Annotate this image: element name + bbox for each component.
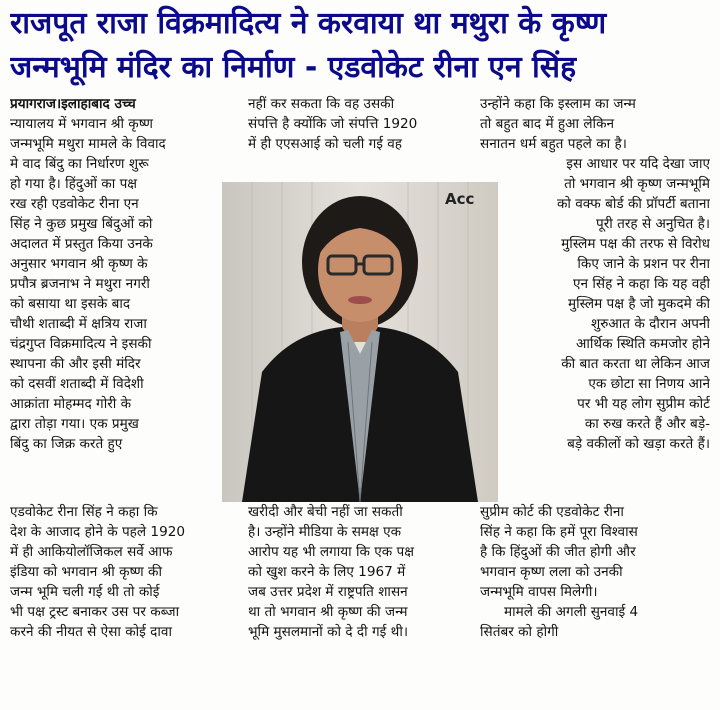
text-line: देश के आजाद होने के पहले 1920: [10, 524, 186, 540]
text-line: को दसवीं शताब्दी में विदेशी: [10, 376, 144, 392]
text-line: जन्मभूमि मथुरा मामले के विवाद: [10, 136, 166, 152]
text-line: संपत्ति है क्योंकि जो संपत्ति 1920: [248, 116, 418, 132]
headline-line-1: राजपूत राजा विक्रमादित्य ने करवाया था मथुरा के कृष्ण: [10, 6, 607, 41]
text-line: जन्मभूमि वापस मिलेगी।: [480, 584, 598, 600]
text-line: तो भगवान श्री कृष्ण जन्मभूमि: [564, 176, 710, 192]
article-column-1-top: [10, 94, 246, 454]
text-line: नहीं कर सकता कि वह उसकी: [248, 96, 395, 112]
article-column-3-wrap: [500, 154, 710, 454]
text-line: बड़े वकीलों को खड़ा करते हैं।: [567, 436, 710, 452]
text-line: सिंह ने कुछ प्रमुख बिंदुओं को: [10, 216, 153, 232]
text-line: द्वारा तोड़ा गया। एक प्रमुख: [10, 416, 139, 432]
text-line: मुस्लिम पक्ष है जो मुकदमे की: [567, 296, 710, 312]
photo-credit-tag: Acc: [445, 190, 475, 208]
text-line: है। उन्होंने मीडिया के समक्ष एक: [248, 524, 402, 540]
text-line: मे वाद बिंदु का निर्धारण शुरू: [10, 156, 149, 172]
text-line: उन्होंने कहा कि इस्लाम का जन्म: [480, 96, 636, 112]
headline-line-2: जन्मभूमि मंदिर का निर्माण - एडवोकेट रीना एन सिंह: [10, 50, 577, 85]
portrait-illustration: [222, 182, 498, 502]
text-line: इंडिया को भगवान श्री कृष्ण की: [10, 564, 163, 580]
text-line: को खुश करने के लिए 1967 में: [248, 564, 406, 580]
text-line: का रुख करते हैं और बड़े-: [584, 416, 710, 432]
text-line: जन्म भूमि चली गई थी तो कोई: [10, 584, 160, 600]
article-column-3-top: [480, 94, 710, 154]
article-column-3-bottom: [480, 502, 710, 642]
text-line: में ही एएसआई को चली गई वह: [248, 136, 403, 152]
text-line: सिंह ने कहा कि हमें पूरा विश्वास: [480, 524, 638, 540]
article-column-2-top: [248, 94, 474, 154]
text-line: को वक्फ बोर्ड की प्रॉपर्टी बताना: [556, 196, 710, 212]
text-line: सनातन धर्म बहुत पहले का है।: [480, 136, 627, 152]
text-line: आर्थिक स्थिति कमजोर होने: [575, 336, 710, 352]
text-line: में ही आकियोलॉजिकल सर्वे आफ: [10, 544, 173, 560]
text-line: मामले की अगली सुनवाई 4: [504, 604, 639, 620]
text-line: न्यायालय में भगवान श्री कृष्ण: [10, 116, 153, 132]
text-line: भूमि मुसलमानों को दे दी गई थी।: [248, 624, 408, 640]
text-line: की बात करता था लेकिन आज: [561, 356, 710, 372]
article-column-1-bottom: [10, 502, 246, 642]
text-line: था तो भगवान श्री कृष्ण की जन्म: [248, 604, 408, 620]
text-line: एक छोटा सा निणय आने: [588, 376, 710, 392]
text-line: भगवान कृष्ण लला को उनकी: [480, 564, 623, 580]
text-line: मुस्लिम पक्ष की तरफ से विरोध: [561, 236, 710, 252]
text-line: रख रही एडवोकेट रीना एन: [10, 196, 139, 212]
text-line: तो बहुत बाद में हुआ लेकिन: [480, 116, 615, 132]
text-line: प्रयागराज।इलाहाबाद उच्च: [10, 96, 136, 112]
text-line: स्थापना की और इसी मंदिर: [10, 356, 141, 372]
text-line: अनुसार भगवान श्री कृष्ण के: [10, 256, 148, 272]
text-line: खरीदी और बेची नहीं जा सकती: [248, 504, 403, 520]
text-line: प्रपौत्र ब्रजनाभ ने मथुरा नगरी: [10, 276, 150, 292]
text-line: अदालत में प्रस्तुत किया उनके: [10, 236, 153, 252]
text-line: पर भी यह लोग सुप्रीम कोर्ट: [577, 396, 710, 412]
text-line: सुप्रीम कोर्ट की एडवोकेट रीना: [480, 504, 624, 520]
text-line: है कि हिंदुओं की जीत होगी और: [480, 544, 636, 560]
text-line: किए जाने के प्रशन पर रीना: [577, 256, 710, 272]
text-line: एडवोकेट रीना सिंह ने कहा कि: [10, 504, 158, 520]
text-line: चंद्रगुप्त विक्रमादित्य ने इसकी: [10, 336, 152, 352]
text-line: पूरी तरह से अनुचित है।: [595, 216, 710, 232]
text-line: भी पक्ष ट्रस्ट बनाकर उस पर कब्जा: [10, 604, 180, 620]
text-line: इस आधार पर यदि देखा जाए: [566, 156, 710, 172]
article-column-2-bottom: [248, 502, 474, 642]
text-line: शुरुआत के दौरान अपनी: [591, 316, 710, 332]
text-line: करने की नीयत से ऐसा कोई दावा: [10, 624, 172, 640]
text-line: बिंदु का जिक्र करते हुए: [10, 436, 123, 452]
advocate-photo: [222, 182, 498, 502]
text-line: सितंबर को होगी: [480, 624, 559, 640]
text-line: आरोप यह भी लगाया कि एक पक्ष: [248, 544, 414, 560]
text-line: आक्रांता मोहम्मद गोरी के: [10, 396, 132, 412]
text-line: चौथी शताब्दी में क्षत्रिय राजा: [10, 316, 147, 332]
text-line: हो गया है। हिंदुओं का पक्ष: [10, 176, 138, 192]
text-line: को बसाया था इसके बाद: [10, 296, 131, 312]
text-line: एन सिंह ने कहा कि यह वही: [572, 276, 710, 292]
text-line: जब उत्तर प्रदेश में राष्ट्रपति शासन: [248, 584, 408, 600]
